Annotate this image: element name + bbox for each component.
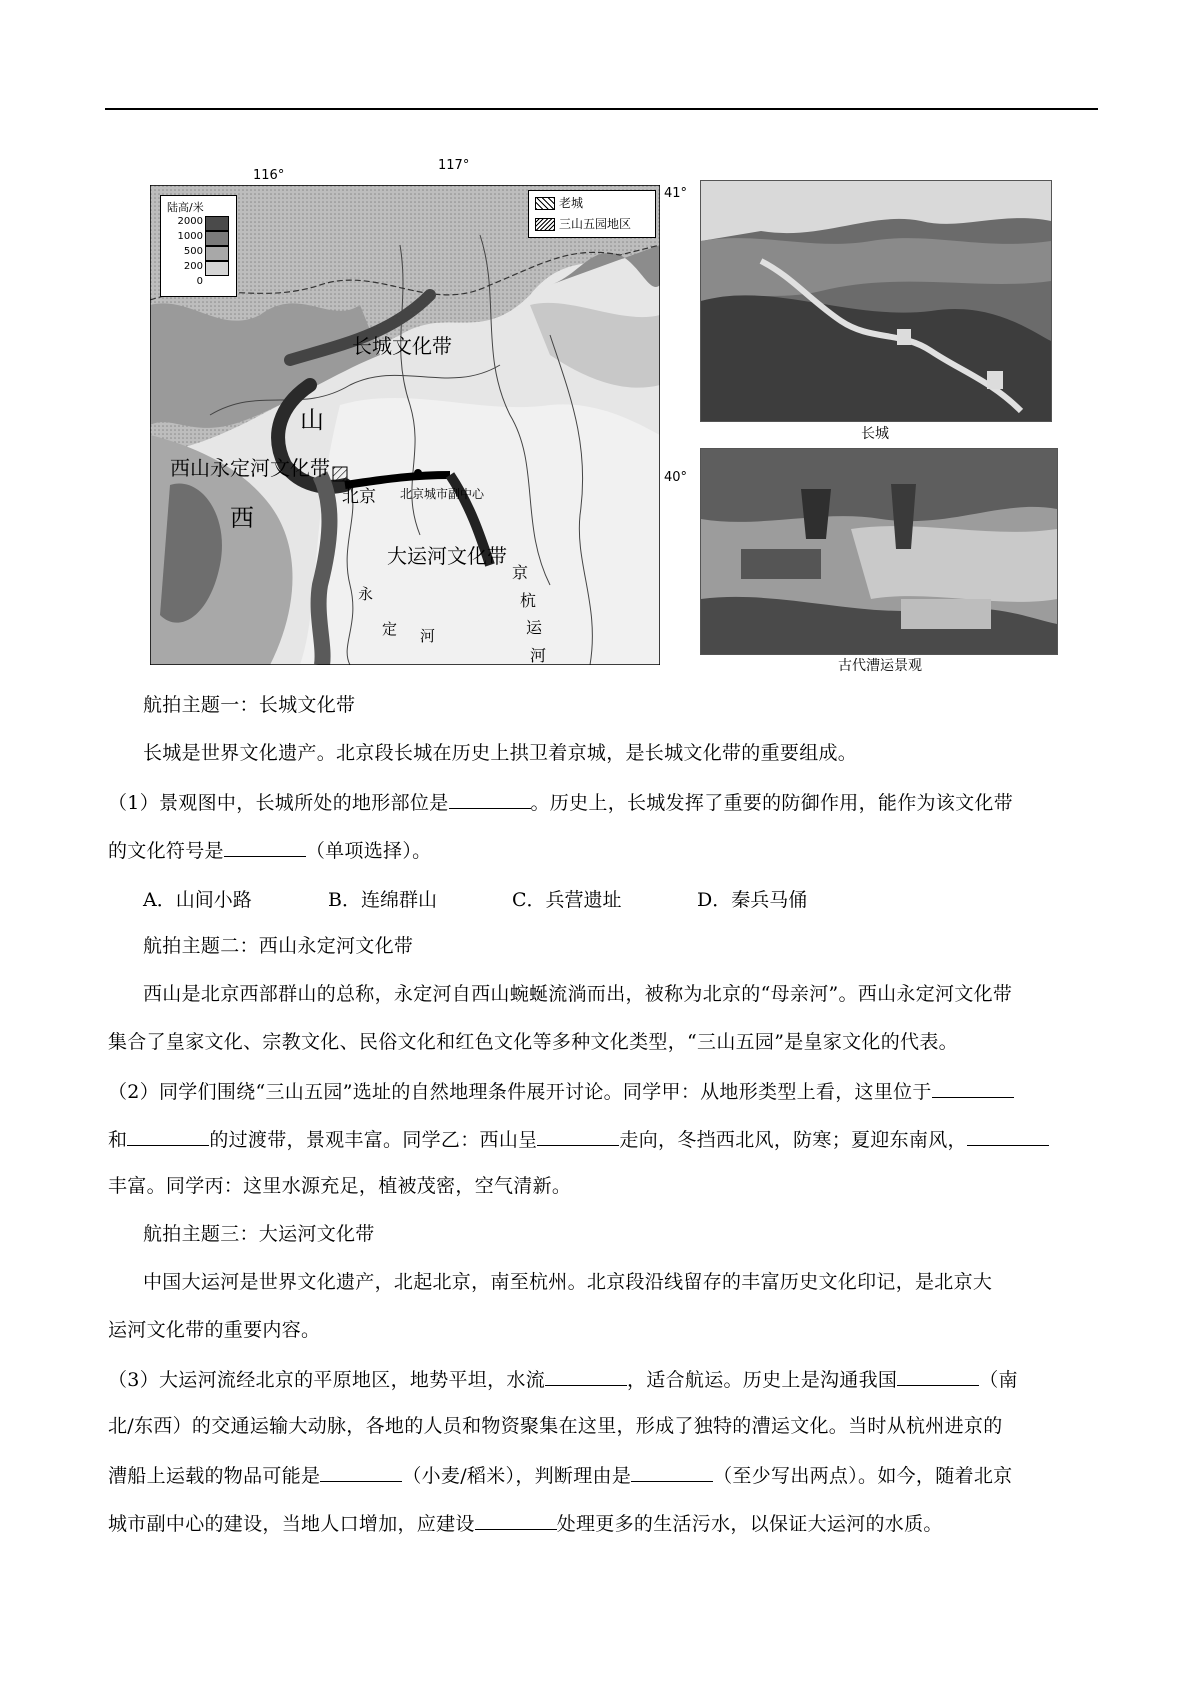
q1-text: 的文化符号是 (108, 840, 224, 862)
elevation-legend (160, 195, 237, 297)
elev-level: 2000 (177, 216, 203, 227)
question-3-line1 (108, 1365, 1018, 1393)
theme3-description-line2: 运河文化带的重要内容。 (108, 1319, 321, 1341)
theme2-description-line1: 西山是北京西部群山的总称，永定河自西山蜿蜒流淌而出，被称为北京的“母亲河”。西山永定河文化带 (143, 983, 1013, 1005)
three-hills-label: 三山五园地区 (559, 217, 632, 231)
lat-label-41: 41° (664, 186, 688, 201)
three-hills-swatch (535, 218, 555, 231)
q3-text: （3）大运河流经北京的平原地区，地势平坦，水流 (108, 1369, 545, 1391)
option-c[interactable]: C．兵营遗址 (512, 889, 622, 911)
question-3-line3 (108, 1461, 1012, 1489)
q2-text: 的过渡带，景观丰富。同学乙：西山呈 (209, 1129, 538, 1151)
answer-blank[interactable] (475, 1509, 557, 1530)
answer-blank[interactable] (320, 1461, 402, 1482)
elev-swatch (205, 216, 229, 231)
elev-level: 0 (196, 276, 203, 287)
question-2-line2 (108, 1125, 1049, 1153)
canal-caption: 古代漕运景观 (838, 658, 922, 674)
elev-level: 200 (183, 261, 203, 272)
q3-text: （南 (979, 1369, 1018, 1391)
sub-center-label: 北京城市副中心 (400, 487, 485, 501)
answer-blank[interactable] (537, 1125, 619, 1146)
yongding-char: 永 (358, 585, 374, 603)
western-hills-belt-label: 西山永定河文化带 (170, 456, 330, 480)
elevation-legend-title: 陆高/米 (167, 201, 204, 214)
great-wall-caption: 长城 (861, 426, 889, 442)
option-a[interactable]: A．山间小路 (143, 889, 252, 911)
xi-label: 西 (230, 504, 254, 532)
grand-canal-belt-label: 大运河文化带 (387, 544, 507, 568)
answer-blank[interactable] (545, 1365, 627, 1386)
theme3-description-line1: 中国大运河是世界文化遗产，北起北京，南至杭州。北京段沿线留存的丰富历史文化印记，是北京大 (143, 1271, 993, 1293)
beijing-label: 北京 (342, 487, 376, 507)
theme1-description: 长城是世界文化遗产。北京段长城在历史上拱卫着京城，是长城文化带的重要组成。 (143, 742, 858, 764)
answer-blank[interactable] (127, 1125, 209, 1146)
q3-text: ，适合航运。历史上是沟通我国 (627, 1369, 898, 1391)
theme3-heading: 航拍主题三：大运河文化带 (143, 1223, 375, 1245)
area-legend (528, 190, 656, 238)
question-1-line2 (108, 836, 431, 864)
answer-blank[interactable] (449, 788, 531, 809)
question-2-line1 (108, 1077, 1014, 1105)
elev-swatch (205, 261, 229, 276)
lon-label-117: 117° (438, 158, 470, 173)
question-1-line1 (108, 788, 1013, 816)
q2-text: 和 (108, 1129, 128, 1151)
elev-level: 500 (183, 246, 203, 257)
yongding-char: 河 (420, 627, 436, 645)
canal-char: 河 (530, 646, 547, 665)
q3-text: （小麦/稻米），判断理由是 (402, 1465, 632, 1487)
theme2-description-line2: 集合了皇家文化、宗教文化、民俗文化和红色文化等多种文化类型，“三山五园”是皇家文化的代表。 (108, 1031, 958, 1053)
q1-text: （1）景观图中，长城所处的地形部位是 (108, 792, 449, 814)
elev-swatch (205, 231, 229, 246)
answer-blank[interactable] (631, 1461, 713, 1482)
theme2-heading: 航拍主题二：西山永定河文化带 (143, 935, 414, 957)
elev-swatch (205, 246, 229, 261)
lon-label-116: 116° (253, 168, 285, 183)
canal-char: 杭 (520, 591, 537, 610)
canal-char: 运 (526, 618, 543, 637)
answer-blank[interactable] (967, 1125, 1049, 1146)
lat-label-40: 40° (664, 470, 688, 485)
answer-blank[interactable] (224, 836, 306, 857)
question-3-line4 (108, 1509, 943, 1537)
q1-text: 。历史上，长城发挥了重要的防御作用，能作为该文化带 (530, 792, 1014, 814)
old-city-label: 老城 (559, 196, 584, 210)
option-b[interactable]: B．连绵群山 (328, 889, 437, 911)
q3-text: （至少写出两点）。如今，随着北京 (713, 1465, 1013, 1487)
question-3-line2: 北/东西）的交通运输大动脉，各地的人员和物资聚集在这里，形成了独特的漕运文化。当时从杭州进京的 (108, 1415, 1003, 1437)
q2-text: 走向，冬挡西北风，防寒；夏迎东南风， (619, 1129, 967, 1151)
q2-text: （2）同学们围绕“三山五园”选址的自然地理条件展开讨论。同学甲：从地形类型上看，这里位于 (108, 1081, 932, 1103)
answer-blank[interactable] (932, 1077, 1014, 1098)
header-rule (105, 108, 1098, 110)
great-wall-belt-label: 长城文化带 (352, 334, 452, 358)
answer-blank[interactable] (897, 1365, 979, 1386)
ancient-canal-photo (700, 448, 1058, 655)
canal-char: 京 (512, 563, 529, 582)
shan-label: 山 (300, 406, 324, 434)
yongding-char: 定 (382, 620, 398, 638)
q3-text: 城市副中心的建设，当地人口增加，应建设 (108, 1513, 475, 1535)
option-d[interactable]: D．秦兵马俑 (697, 889, 808, 911)
theme1-heading: 航拍主题一：长城文化带 (143, 694, 356, 716)
old-city-swatch (535, 197, 555, 210)
great-wall-photo (700, 180, 1052, 422)
elev-level: 1000 (177, 231, 203, 242)
q1-text: （单项选择）。 (305, 840, 432, 862)
q3-text: 处理更多的生活污水，以保证大运河的水质。 (556, 1513, 943, 1535)
question-2-line3: 丰富。同学丙：这里水源充足，植被茂密，空气清新。 (108, 1175, 572, 1197)
q3-text: 漕船上运载的物品可能是 (108, 1465, 321, 1487)
